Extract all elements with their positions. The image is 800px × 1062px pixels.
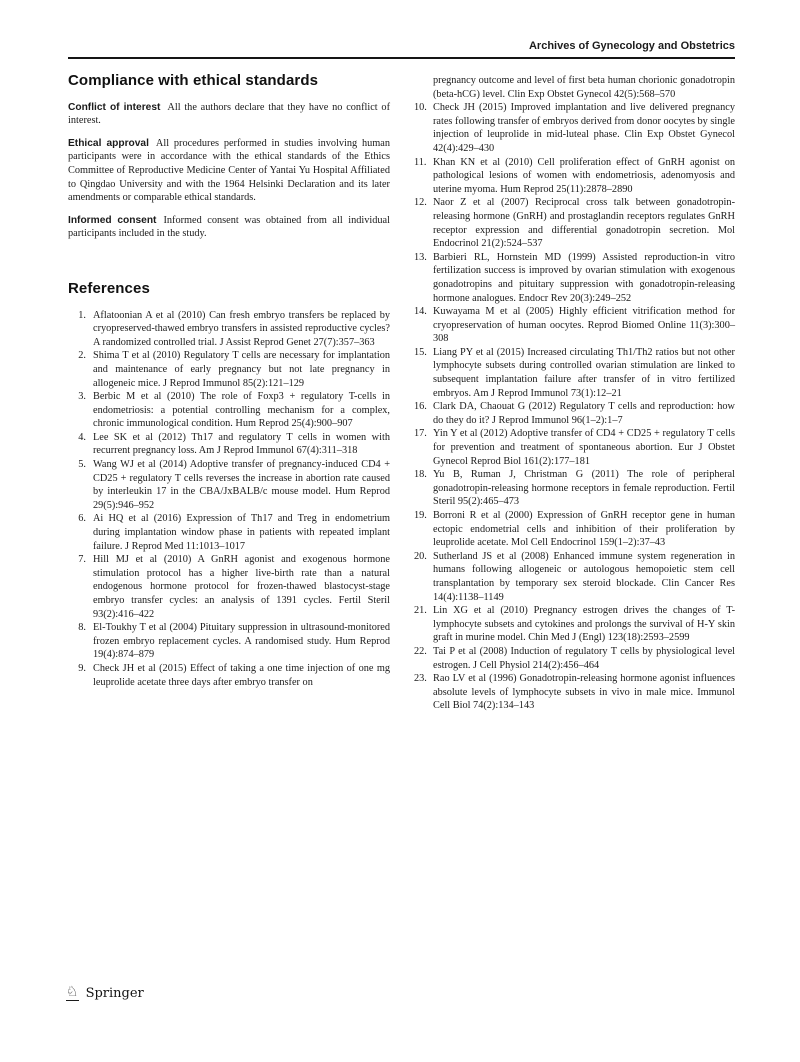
publisher-name: Springer [85,985,144,1001]
reference-number: 18. [414,469,427,481]
reference-text: Tai P et al (2008) Induction of regulatory T cells by physiological level estrogen. J Cell Physiol 214(2):456–464 [433,645,735,671]
reference-text: Ai HQ et al (2016) Expression of Th17 and Treg in endometrium during implantation window phase in patients with repeated implant failure. J Reprod Med 11:1013–1017 [93,513,390,552]
reference-item [414,346,735,400]
reference-item [414,468,735,509]
reference-item [68,431,390,458]
reference-item [414,305,735,346]
reference-item [68,349,390,390]
reference-number: 21. [414,605,427,617]
reference-number: 2. [78,350,86,362]
reference-number: 5. [78,459,86,471]
reference-text: Check JH (2015) Improved implantation and live delivered pregnancy rates following transfer of embryos derived from donor oocytes by single injection of leuprolide in mid-luteal phase. Clin Exp Obstet Gynecol 42(4):429–430 [433,102,735,154]
springer-horse-logo-icon: ♘ [66,984,79,1000]
references-heading: References [68,279,150,297]
journal-title: Archives of Gynecology and Obstetrics [528,40,735,52]
ethical-approval-paragraph [68,137,390,205]
informed-consent-label: Informed consent [68,214,157,226]
informed-consent-text: Informed consent was obtained from all individual participants included in the study. [68,214,390,240]
conflict-of-interest-text: All the authors declare that they have no conflict of interest. [68,101,390,127]
references-list-left [68,309,390,690]
reference-number: 19. [414,510,427,521]
reference-number: 15. [414,346,427,358]
reference-text: Rao LV et al (1996) Gonadotropin-releasing hormone agonist influences absolute levels of lymphocyte subsets in vivo in male mice. Immunol Cell Biol 74(2):134–143 [433,673,735,712]
reference-number: 14. [414,306,427,318]
reference-number: 7. [78,554,86,566]
reference-item [414,400,735,427]
reference-item [68,621,390,662]
reference-item [414,101,735,155]
left-column [68,74,390,713]
reference-item [414,156,735,197]
reference-number: 11. [414,156,427,168]
reference-item [68,309,390,350]
reference-text: Lee SK et al (2012) Th17 and regulatory T cells in women with recurrent pregnancy loss. Am J Reprod Immunol 67(4):311–318 [93,431,390,457]
reference-item [414,509,735,550]
reference-item [414,550,735,604]
reference-number: 20. [414,550,427,562]
reference-text: Hill MJ et al (2010) A GnRH agonist and exogenous hormone stimulation protocol has a higher live-birth rate than a natural endogenous hormone protocol for frozen-thawed blastocyst-stage embryo transfer cycles: an analysis of 1391 cycles. Fertil Steril 93(2):416–422 [93,554,390,620]
reference-text: Kuwayama M et al (2005) Highly efficient vitrification method for cryopreservation of human oocytes. Reprod Biomed Online 11(3):300–308 [433,306,735,345]
reference-number: 9. [78,662,86,674]
reference-number: 16. [414,401,427,413]
reference-9-continuation [414,74,735,101]
reference-number: 4. [78,431,86,443]
reference-9-continuation-text: pregnancy outcome and level of first beta human chorionic gonadotropin (beta-hCG) level. Clin Exp Obstet Gynecol 42(5):568–570 [433,75,735,100]
reference-text: Barbieri RL, Hornstein MD (1999) Assisted reproduction-in vitro fertilization success is improved by ovarian stimulation with exogenous gonadotropins and pituitary suppression with gonadotropin-releasing hormone analogues. Endocr Rev 20(3):249–252 [433,251,735,304]
reference-text: Berbic M et al (2010) The role of Foxp3 + regulatory T-cells in endometriosis: a potential controlling mechanism for a complex, chronic immunological condition. Hum Reprod 25(4):900–907 [93,391,390,430]
references-list-right [414,101,735,713]
reference-number: 22. [414,645,427,657]
ethical-approval-label: Ethical approval [68,137,149,149]
reference-item [414,251,735,305]
reference-text: Borroni R et al (2000) Expression of GnRH receptor gene in human ectopic endometrial cells and inhibition of their proliferation by leuprolide acetate. Mol Cell Endocrinol 159(1–2):37–43 [433,510,735,549]
reference-text: Yin Y et al (2012) Adoptive transfer of CD4 + CD25 + regulatory T cells for prevention and treatment of spontaneous abortion. Eur J Obstet Gynecol Reprod Biol 161(2):177–181 [433,428,735,467]
reference-number: 12. [414,197,427,209]
reference-item [414,604,735,645]
reference-text: Lin XG et al (2010) Pregnancy estrogen drives the changes of T-lymphocyte subsets and cytokines and prolongs the survival of H-Y skin graft in murine model. Chin Med J (Engl) 123(18):2593–2599 [433,605,735,644]
reference-text: Shima T et al (2010) Regulatory T cells are necessary for implantation and maintenance of early pregnancy but not late pregnancy in allogeneic mice. J Reprod Immunol 85(2):121–129 [93,350,390,389]
reference-item [68,458,390,512]
reference-item [414,645,735,672]
publisher-footer [66,985,144,1001]
reference-item [68,553,390,621]
reference-text: Clark DA, Chaouat G (2012) Regulatory T cells and reproduction: how do they do it? J Reprod Immunol 96(1–2):1–7 [433,401,735,426]
reference-text: Yu B, Ruman J, Christman G (2011) The role of peripheral gonadotropin-releasing hormone receptors in female reproduction. Fertil Steril 95(2):465–473 [433,469,735,508]
two-column-body [68,74,735,713]
compliance-heading: Compliance with ethical standards [68,72,319,89]
reference-item [68,390,390,431]
reference-number: 13. [414,251,427,263]
reference-text: Wang WJ et al (2014) Adoptive transfer of pregnancy-induced CD4 + CD25 + regulatory T cells reverses the increase in abortion rate caused by interleukin 17 in the CBA/JxBALB/c mouse model. Hum Reprod 29(5):946–952 [93,459,390,511]
informed-consent-paragraph [68,214,390,241]
reference-item [68,512,390,553]
reference-item [414,672,735,713]
reference-item [68,662,390,689]
page-header [68,40,735,57]
reference-item [414,427,735,468]
conflict-of-interest-paragraph [68,101,390,128]
reference-text: Liang PY et al (2015) Increased circulating Th1/Th2 ratios but not other lymphocyte subsets during controlled ovarian stimulation are linked to subsequent implantation failure after transfer of in vitro fertilized embryos. Am J Reprod Immunol 73(1):12–21 [433,346,735,399]
reference-number: 3. [78,391,86,403]
reference-number: 8. [78,622,86,634]
reference-text: Khan KN et al (2010) Cell proliferation effect of GnRH agonist on pathological lesions of women with endometriosis, adenomyosis and uterine myoma. Hum Reprod 25(11):2878–2890 [433,156,735,195]
reference-number: 1. [78,309,86,321]
reference-number: 23. [414,673,427,685]
reference-number: 6. [78,513,86,525]
reference-item [414,196,735,250]
reference-number: 17. [414,428,427,440]
reference-text: Check JH et al (2015) Effect of taking a one time injection of one mg leuprolide acetate three days after embryo transfer on [93,662,390,688]
ethical-approval-text: All procedures performed in studies involving human participants were in accordance with the ethical standards of the Ethics Committee of Reproductive Medicine Center of Yantai Yu Hospital Affiliated to Qingdao University and with the 1964 Helsinki Declaration and its later amendments or comparable ethical standards. [68,137,390,204]
reference-text: Sutherland JS et al (2008) Enhanced immune system regeneration in humans following allogeneic or autologous hemopoietic stem cell transplantation by temporary sex steroid blockade. Clin Cancer Res 14(4):1138–1149 [433,550,735,603]
right-column [414,74,735,713]
header-rule [68,57,735,59]
reference-text: Naor Z et al (2007) Reciprocal cross talk between gonadotropin-releasing hormone (GnRH) and prostaglandin receptors regulates GnRH receptor expression and differential gonadotropin secretion. Mol Endocrinol 21(2):524–537 [433,197,735,250]
conflict-of-interest-label: Conflict of interest [68,101,161,113]
page-content [68,40,735,713]
reference-number: 10. [414,102,427,114]
reference-text: Aflatoonian A et al (2010) Can fresh embryo transfers be replaced by cryopreserved-thawed embryo transfers in assisted reproductive cycles? A randomized controlled trial. J Assist Reprod Genet 27(7):357–363 [93,309,390,348]
reference-text: El-Toukhy T et al (2004) Pituitary suppression in ultrasound-monitored frozen embryo replacement cycles. A randomised study. Hum Reprod 19(4):874–879 [93,622,390,661]
